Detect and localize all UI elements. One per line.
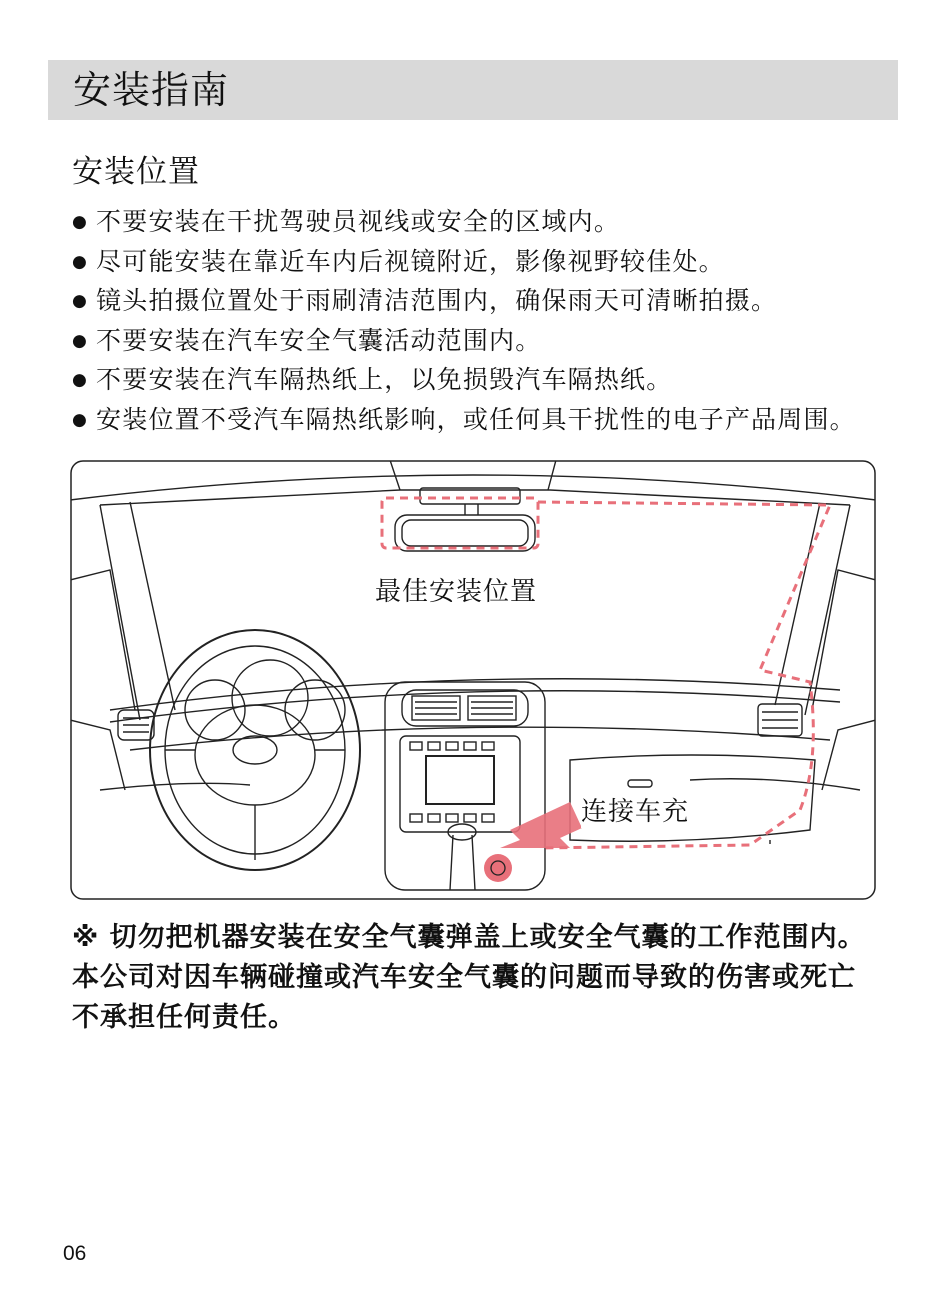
car-interior-illustration [70, 460, 876, 900]
best-position-label: 最佳安装位置 [375, 577, 538, 607]
bullet-item: ● 不要安装在汽车隔热纸上，以免损毁汽车隔热纸。 [72, 362, 872, 402]
bullet-item: ● 不要安装在汽车安全气囊活动范围内。 [72, 323, 872, 363]
section-title: 安装位置 [72, 154, 200, 190]
warning-text: ※ 切勿把机器安装在安全气囊弹盖上或安全气囊的工作范围内。本公司对因车辆碰撞或汽车安全气囊的问题而导致的伤害或死亡不承担任何责任。 [72, 922, 866, 1033]
page-title: 安装指南 [73, 68, 230, 112]
bullet-list [72, 204, 872, 442]
page-number: 06 [63, 1242, 87, 1265]
header-bar [48, 60, 898, 120]
bullet-item: ● 尽可能安装在靠近车内后视镜附近，影像视野较佳处。 [72, 244, 872, 284]
bullet-item: ● 镜头拍摄位置处于雨刷清洁范围内，确保雨天可清晰拍摄。 [72, 283, 872, 323]
bullet-item: ● 安装位置不受汽车隔热纸影响，或任何具干扰性的电子产品周围。 [72, 402, 872, 442]
bullet-item: ● 不要安装在干扰驾驶员视线或安全的区域内。 [72, 204, 872, 244]
charger-label: 连接车充 [581, 797, 690, 827]
car-interior-figure [70, 460, 876, 900]
charger-arrow [484, 802, 582, 882]
